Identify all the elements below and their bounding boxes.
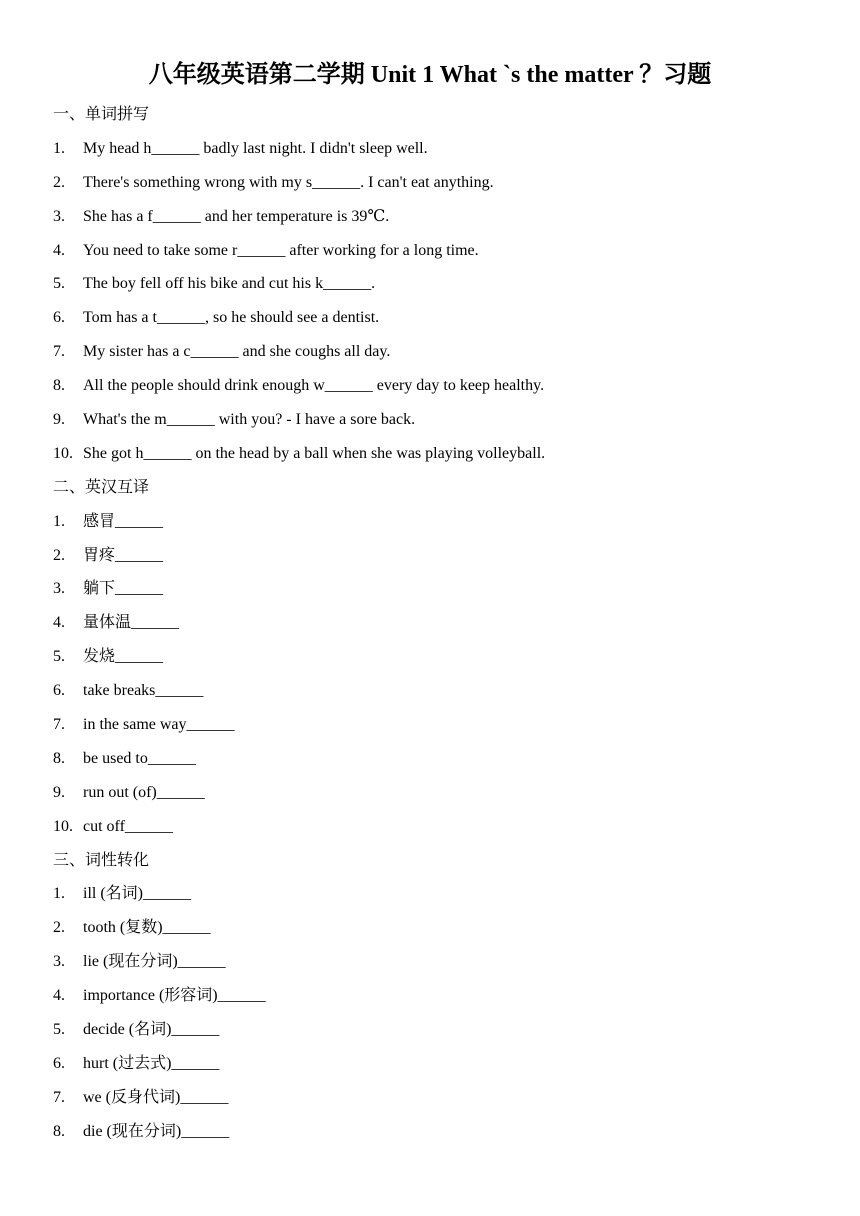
item-number: 10. [53,444,73,462]
item-text: My head h______ badly last night. I didn't sleep well. [83,139,428,157]
item-text: There's something wrong with my s______. I can't eat anything. [83,173,494,191]
exercise-item [53,1047,833,1081]
item-text: Tom has a t______, so he should see a dentist. [83,309,380,327]
exercise-item [53,1081,833,1115]
item-number: 7. [53,1088,65,1106]
item-text: The boy fell off his bike and cut his k______. [83,275,376,293]
item-text: ill (名词)______ [83,885,191,903]
item-number: 3. [53,953,65,971]
exercise-item [53,1115,833,1149]
item-number: 8. [53,749,65,767]
exercise-item [53,234,833,268]
item-text: tooth (复数)______ [83,919,211,937]
section-heading-translation: 二、英汉互译 [53,478,150,496]
item-text: 躺下______ [83,580,164,598]
exercise-item [53,369,833,403]
item-number: 8. [53,1122,65,1140]
exercise-item [53,674,833,708]
item-number: 1. [53,512,65,530]
exercise-item [53,505,833,539]
item-text: cut off______ [83,817,173,835]
item-number: 6. [53,682,65,700]
item-number: 4. [53,241,65,259]
document-title: 八年级英语第二学期 Unit 1 What `s the matter ？习题 [148,62,712,88]
exercise-item [53,606,833,640]
item-number: 9. [53,411,65,429]
item-number: 4. [53,987,65,1005]
item-number: 8. [53,377,65,395]
exercise-item [53,776,833,810]
exercise-item [53,945,833,979]
item-text: What's the m______ with you? - I have a sore back. [83,411,416,429]
item-text: 量体温______ [83,614,180,632]
item-number: 2. [53,546,65,564]
item-text: My sister has a c______ and she coughs all day. [83,343,391,361]
item-text: we (反身代词)______ [83,1088,229,1106]
item-text: 胃疼______ [83,546,164,564]
item-text: lie (现在分词)______ [83,953,226,971]
exercise-item [53,267,833,301]
item-text: She got h______ on the head by a ball when she was playing volleyball. [83,444,546,462]
exercise-item [53,572,833,606]
item-number: 3. [53,580,65,598]
exercise-item [53,708,833,742]
item-number: 2. [53,173,65,191]
item-number: 6. [53,1054,65,1072]
exercise-item [53,166,833,200]
exercise-item [53,877,833,911]
item-text: be used to______ [83,749,196,767]
section-heading-word-forms: 三、词性转化 [53,851,150,869]
item-text: in the same way______ [83,716,235,734]
item-number: 9. [53,783,65,801]
exercise-item [53,539,833,573]
exercise-item [53,403,833,437]
item-number: 7. [53,716,65,734]
item-text: 发烧______ [83,648,164,666]
exercise-item [53,1013,833,1047]
item-number: 7. [53,343,65,361]
item-text: decide (名词)______ [83,1021,220,1039]
section-heading-spelling: 一、单词拼写 [53,106,150,123]
exercise-item [53,979,833,1013]
item-number: 3. [53,207,65,225]
item-text: run out (of)______ [83,783,205,801]
exercise-item [53,132,833,166]
item-text: 感冒______ [83,512,164,530]
item-text: All the people should drink enough w______ every day to keep healthy. [83,377,545,395]
item-text: You need to take some r______ after working for a long time. [83,241,479,259]
exercise-item [53,742,833,776]
item-number: 2. [53,919,65,937]
item-number: 1. [53,885,65,903]
exercise-item [53,437,833,471]
item-number: 6. [53,309,65,327]
item-number: 5. [53,1021,65,1039]
item-text: take breaks______ [83,682,204,700]
exercise-item [53,810,833,844]
item-number: 5. [53,648,65,666]
item-text: die (现在分词)______ [83,1122,230,1140]
exercise-item [53,335,833,369]
item-number: 1. [53,139,65,157]
exercise-item [53,200,833,234]
exercise-item [53,640,833,674]
item-number: 4. [53,614,65,632]
item-text: She has a f______ and her temperature is 39℃. [83,207,390,225]
item-text: hurt (过去式)______ [83,1054,220,1072]
exercise-item [53,911,833,945]
item-number: 5. [53,275,65,293]
exercise-item [53,301,833,335]
item-text: importance (形容词)______ [83,987,266,1005]
document-content [53,98,833,1149]
item-number: 10. [53,817,73,835]
